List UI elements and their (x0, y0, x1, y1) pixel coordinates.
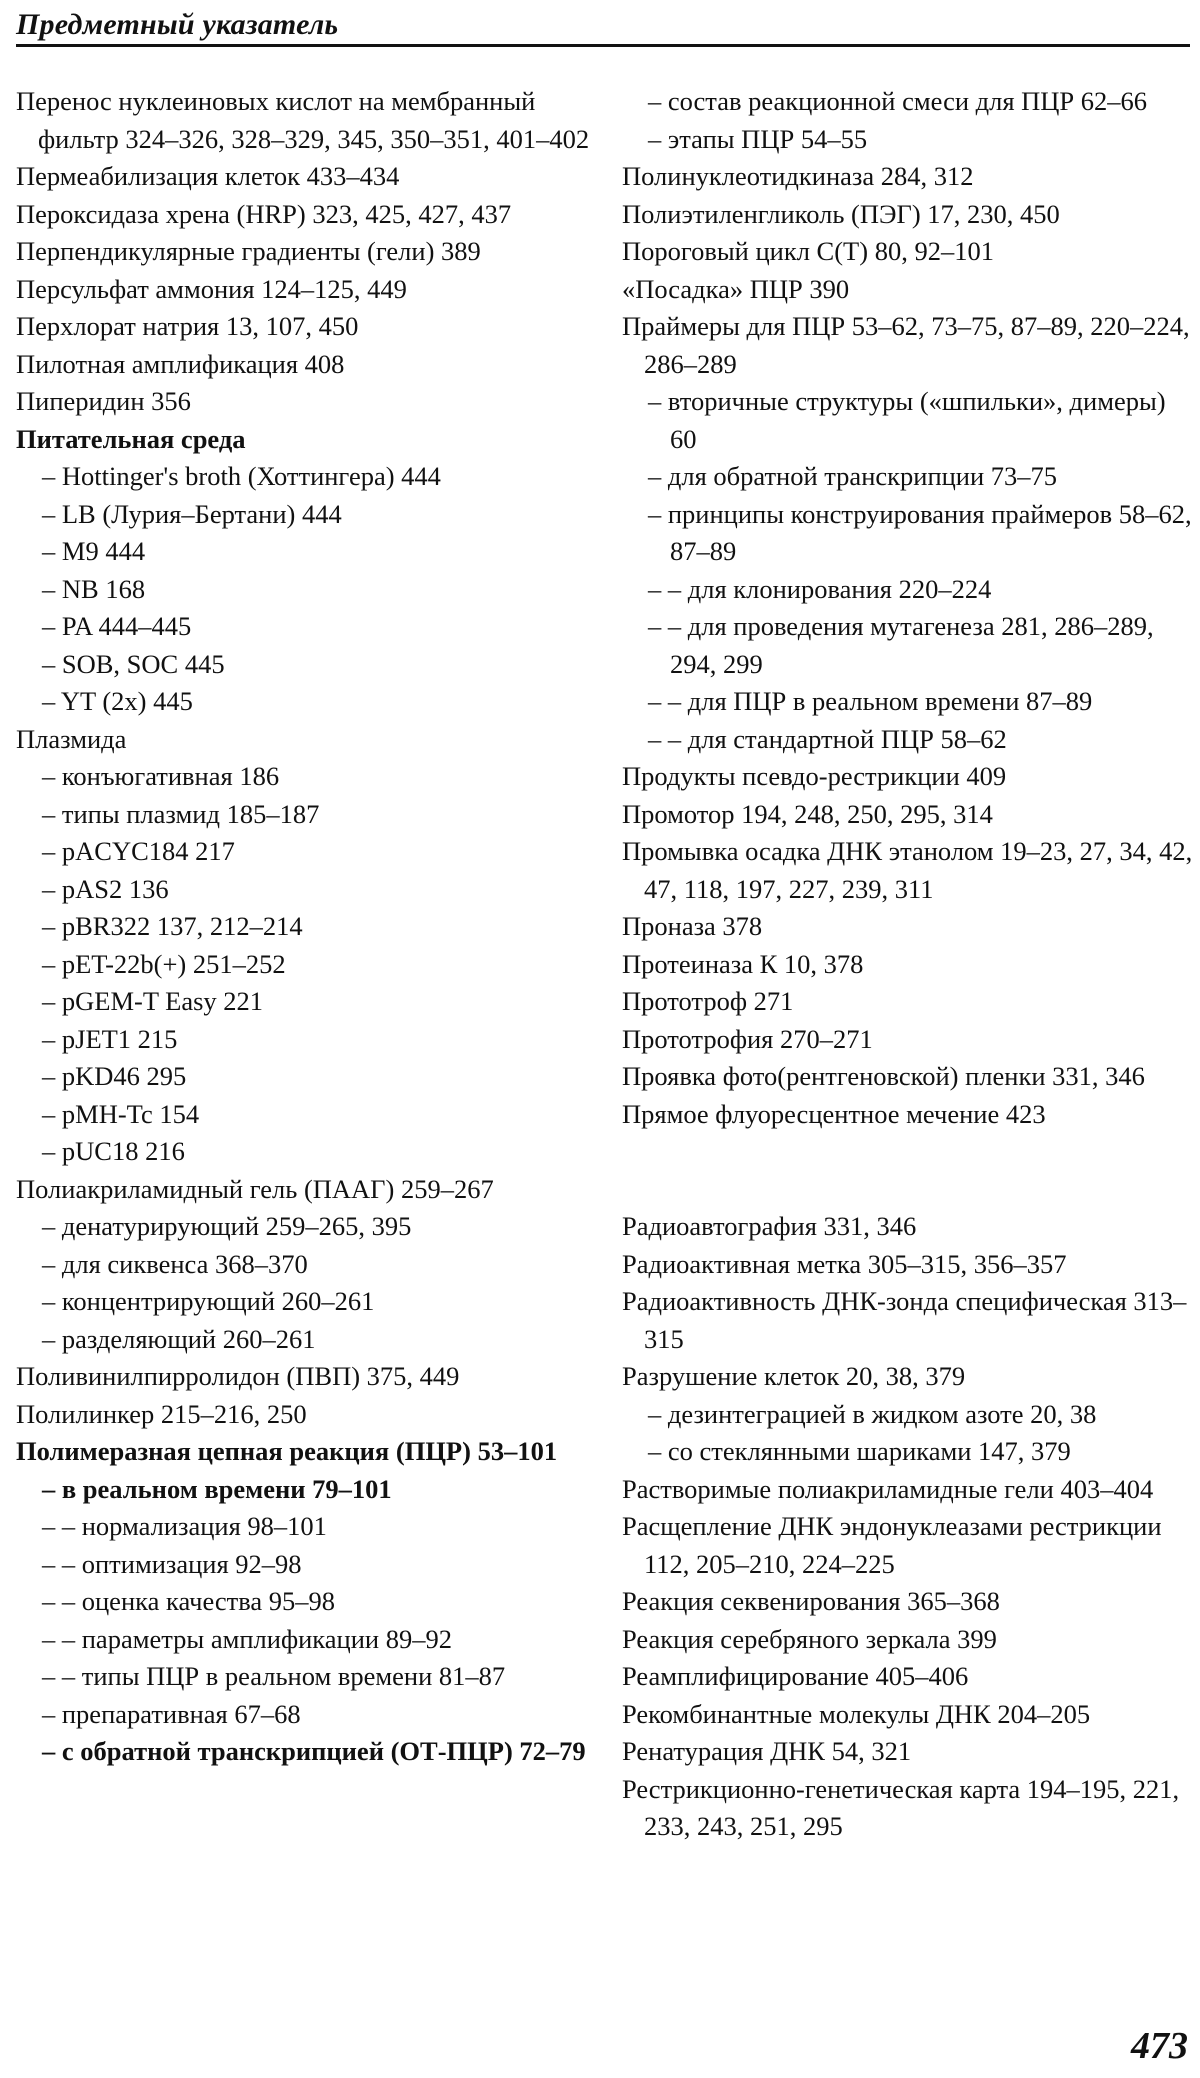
index-subentry: – pJET1 215 (42, 1023, 178, 1054)
index-entry: Продукты псевдо-рестрикции 409 (622, 761, 1007, 791)
index-subentry: – M9 444 (42, 536, 146, 566)
index-subentry: – Hottinger's broth (Хоттингера) 444 (42, 461, 441, 491)
index-subentry: – со стеклянными шариками 147, 379 (648, 1436, 1071, 1466)
index-subentry: – вторичные структуры («шпильки», димеры) 60 (648, 386, 1166, 454)
index-entry: Полиэтиленгликоль (ПЭГ) 17, 230, 450 (622, 198, 1060, 229)
index-subentry: – – для проведения мутагенеза 281, 286–289, 294, 299 (648, 611, 1154, 679)
index-subentry: – – для стандартной ПЦР 58–62 (648, 723, 1007, 754)
index-entry: Перпендикулярные градиенты (гели) 389 (16, 236, 481, 266)
index-entry: Праймеры для ПЦР 53–62, 73–75, 87–89, 220–224, 286–289 (622, 311, 1190, 379)
index-subentry: – состав реакционной смеси для ПЦР 62–66 (648, 86, 1148, 116)
index-subentry: – для обратной транскрипции 73–75 (648, 461, 1058, 491)
index-subentry: – для сиквенса 368–370 (42, 1248, 308, 1279)
index-subentry: – конъюгативная 186 (42, 761, 280, 791)
index-entry: Ренатурация ДНК 54, 321 (622, 1736, 912, 1766)
index-entry: Рекомбинантные молекулы ДНК 204–205 (622, 1698, 1091, 1729)
index-subentry: – pGEM-T Easy 221 (42, 986, 264, 1016)
index-subentry: – разделяющий 260–261 (42, 1323, 316, 1354)
index-entry: Полинуклеотидкиназа 284, 312 (622, 161, 974, 191)
index-subentry: – дезинтеграцией в жидком азоте 20, 38 (648, 1398, 1097, 1429)
index-subentry: – YT (2x) 445 (42, 686, 193, 716)
index-entry: Прототрофия 270–271 (622, 1023, 873, 1054)
index-entry: Полиакриламидный гель (ПААГ) 259–267 (16, 1173, 494, 1204)
index-entry: Перенос нуклеиновых кислот на мембранный фильтр 324–326, 328–329, 345, 350–351, 401–402 (16, 86, 590, 154)
index-entry: Пороговый цикл C(T) 80, 92–101 (622, 236, 994, 266)
index-subentry: – – нормализация 98–101 (42, 1511, 327, 1541)
index-entry: Полилинкер 215–216, 250 (16, 1398, 307, 1429)
index-entry: Полимеразная цепная реакция (ПЦР) 53–101 (16, 1436, 558, 1466)
section-gap (622, 1133, 1198, 1208)
index-entry: Растворимые полиакриламидные гели 403–404 (622, 1473, 1154, 1504)
index-subentry: – препаративная 67–68 (42, 1698, 301, 1729)
index-entry: Проявка фото(рентгеновской) пленки 331, 346 (622, 1061, 1145, 1091)
index-subentry: – – оценка качества 95–98 (42, 1586, 336, 1616)
index-entry: Поливинилпирролидон (ПВП) 375, 449 (16, 1361, 460, 1391)
index-subentry: – с обратной транскрипцией (ОТ-ПЦР) 72–79 (42, 1736, 586, 1766)
index-subentry: – – для ПЦР в реальном времени 87–89 (648, 686, 1093, 716)
index-subentry: – типы плазмид 185–187 (42, 798, 320, 829)
index-entry: Прямое флуоресцентное мечение 423 (622, 1098, 1046, 1129)
index-entry: Протеиназа К 10, 378 (622, 948, 864, 979)
index-entry: Радиоактивность ДНК-зонда специфическая 313–315 (622, 1286, 1187, 1354)
page-title: Предметный указатель (16, 8, 339, 41)
index-subentry: – pAS2 136 (42, 873, 169, 904)
index-subentry: – этапы ПЦР 54–55 (648, 123, 868, 154)
index-column-left (16, 83, 602, 1771)
index-entry: Расщепление ДНК эндонуклеазами рестрикции 112, 205–210, 224–225 (622, 1511, 1162, 1579)
index-entry: Прототроф 271 (622, 986, 794, 1016)
index-entry: «Посадка» ПЦР 390 (622, 273, 850, 304)
index-entry: Проназа 378 (622, 911, 763, 941)
index-subentry: – принципы конструирования праймеров 58–62, 87–89 (648, 498, 1192, 566)
index-subentry: – – для клонирования 220–224 (648, 573, 992, 604)
index-entry: Питательная среда (16, 423, 246, 454)
index-entry: Радиоавтография 331, 346 (622, 1211, 917, 1241)
index-entry: Реамплифицирование 405–406 (622, 1661, 969, 1691)
index-entry: Пермеабилизация клеток 433–434 (16, 161, 400, 191)
index-column-right (622, 83, 1198, 1846)
index-subentry: – – типы ПЦР в реальном времени 81–87 (42, 1661, 506, 1691)
index-subentry: – денатурирующий 259–265, 395 (42, 1211, 412, 1241)
index-subentry: – pKD46 295 (42, 1061, 187, 1091)
index-entry: Реакция секвенирования 365–368 (622, 1586, 1000, 1616)
index-subentry: – – оптимизация 92–98 (42, 1548, 302, 1579)
index-subentry: – концентрирующий 260–261 (42, 1286, 375, 1316)
page-number: 473 (1131, 2025, 1188, 2067)
index-subentry: – pUC18 216 (42, 1136, 185, 1166)
index-subentry: – в реальном времени 79–101 (42, 1473, 392, 1504)
index-entry: Разрушение клеток 20, 38, 379 (622, 1361, 966, 1391)
index-subentry: – – параметры амплификации 89–92 (42, 1623, 452, 1654)
index-subentry: – pBR322 137, 212–214 (42, 911, 303, 941)
index-entry: Плазмида (16, 723, 127, 754)
index-subentry: – NB 168 (42, 573, 146, 604)
index-entry: Пилотная амплификация 408 (16, 348, 345, 379)
index-entry: Персульфат аммония 124–125, 449 (16, 273, 407, 304)
running-header (16, 6, 1190, 47)
index-entry: Пиперидин 356 (16, 386, 191, 416)
index-subentry: – pACYC184 217 (42, 836, 235, 866)
index-entry: Перхлорат натрия 13, 107, 450 (16, 311, 359, 341)
index-subentry: – SOB, SOC 445 (42, 648, 225, 679)
index-entry: Реакция серебряного зеркала 399 (622, 1623, 997, 1654)
index-subentry: – pET-22b(+) 251–252 (42, 948, 286, 979)
index-entry: Пероксидаза хрена (HRP) 323, 425, 427, 437 (16, 198, 512, 229)
index-subentry: – pMH-Tc 154 (42, 1098, 200, 1129)
index-entry: Рестрикционно-генетическая карта 194–195, 221, 233, 243, 251, 295 (622, 1773, 1180, 1841)
index-subentry: – PA 444–445 (42, 611, 192, 641)
index-entry: Радиоактивная метка 305–315, 356–357 (622, 1248, 1067, 1279)
index-subentry: – LB (Лурия–Бертани) 444 (42, 498, 342, 529)
index-entry: Промотор 194, 248, 250, 295, 314 (622, 798, 993, 829)
index-entry: Промывка осадка ДНК этанолом 19–23, 27, 34, 42, 47, 118, 197, 227, 239, 311 (622, 836, 1193, 904)
